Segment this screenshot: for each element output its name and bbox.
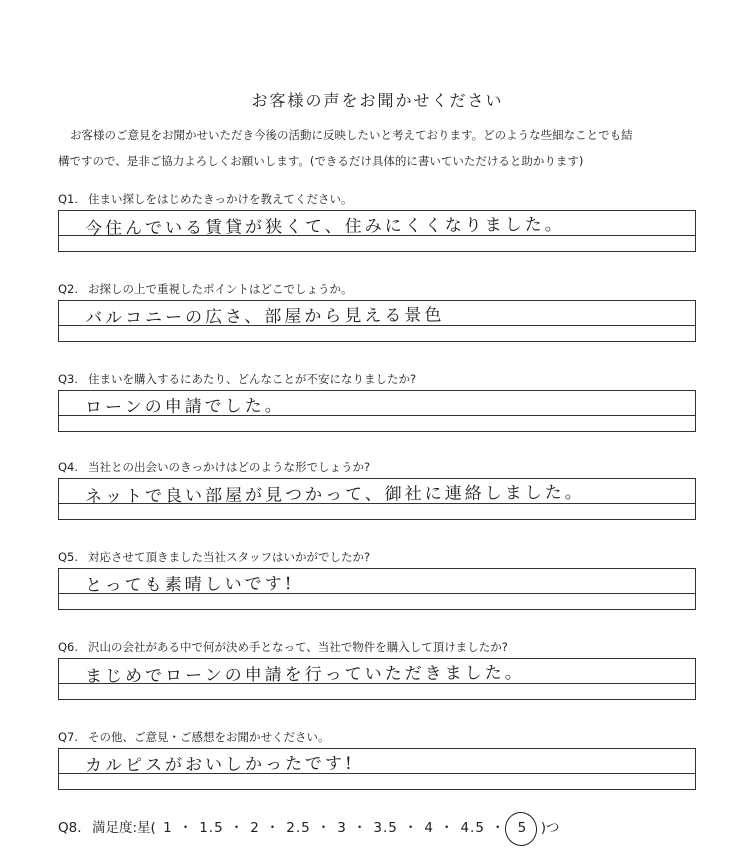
question-text: 沢山の会社がある中で何が決め手となって、当社で物件を購入して頂けましたか? [88,640,508,654]
handwritten-answer: とっても素晴しいです! [84,574,295,596]
handwritten-answer: ネットで良い部屋が見つかって、御社に連絡しました。 [84,482,585,508]
rating-option[interactable]: 2.5 [286,820,311,836]
question-number: Q4. [58,460,79,474]
separator: ・ [352,820,368,836]
question-text: 当社との出会いのきっかけはどのような形でしょうか? [88,460,371,474]
handwritten-answer: まじめでローンの申請を行っていただきました。 [84,663,525,687]
separator: ・ [178,820,194,836]
answer-box[interactable] [58,478,696,520]
handwritten-answer: バルコニーの広さ、部屋から見える景色 [84,305,445,329]
question-2 [58,280,698,342]
rating-scale [160,816,536,836]
satisfaction-label: 満足度:星( [92,820,156,836]
question-text: 住まいを購入するにあたり、どんなことが不安になりましたか? [88,372,417,386]
separator: ・ [316,820,332,836]
handwritten-answer: カルピスがおいしかったです! [84,753,355,777]
question-number: Q8. [58,820,82,836]
question-1 [58,190,698,252]
question-text: 対応させて頂きました当社スタッフはいかがでしたか? [88,550,371,564]
rating-option[interactable]: 2 [250,820,260,836]
satisfaction-suffix: )つ [540,820,560,836]
page-title: お客様の声をお聞かせください [251,91,504,110]
question-number: Q3. [58,372,79,386]
question-6 [58,638,698,700]
question-number: Q6. [58,640,79,654]
intro-line-1: お客様のご意見をお聞かせいただき今後の活動に反映したいと考えております。どのような些細なことでも結 [70,128,633,142]
answer-box[interactable] [58,568,696,610]
question-number: Q7. [58,730,79,744]
question-8-satisfaction [58,816,698,836]
answer-box[interactable] [58,300,696,342]
question-number: Q1. [58,192,79,206]
rating-option[interactable]: 1 [163,820,173,836]
question-text: お探しの上で重視したポイントはどこでしょうか。 [88,282,353,296]
separator: ・ [229,820,245,836]
intro-text [58,122,698,174]
question-7 [58,728,698,790]
answer-box[interactable] [58,390,696,432]
separator: ・ [265,820,281,836]
separator: ・ [403,820,419,836]
question-3 [58,370,698,432]
rating-option[interactable]: 4 [424,820,434,836]
question-number: Q5. [58,550,79,564]
answer-box[interactable] [58,748,696,790]
answer-box[interactable] [58,210,696,252]
intro-line-2: 構ですので、是非ご協力よろしくお願いします。(できるだけ具体的に書いていただけると助かります) [58,154,584,168]
handwritten-answer: 今住んでいる賃貸が狭くて、住みにくくなりました。 [84,214,565,240]
rating-option[interactable]: 1.5 [199,820,224,836]
question-text: その他、ご意見・ご感想をお聞かせください。 [88,730,330,744]
question-text: 住まい探しをはじめたきっかけを教えてください。 [88,192,353,206]
separator: ・ [490,820,506,836]
separator: ・ [439,820,455,836]
answer-box[interactable] [58,658,696,700]
selected-rating-option[interactable]: 5 [511,820,533,836]
rating-option[interactable]: 3 [337,820,347,836]
handwritten-answer: ローンの申請でした。 [84,396,285,418]
question-5 [58,548,698,610]
rating-option[interactable]: 4.5 [460,820,485,836]
question-4 [58,458,698,520]
rating-option[interactable]: 3.5 [373,820,398,836]
question-number: Q2. [58,282,79,296]
